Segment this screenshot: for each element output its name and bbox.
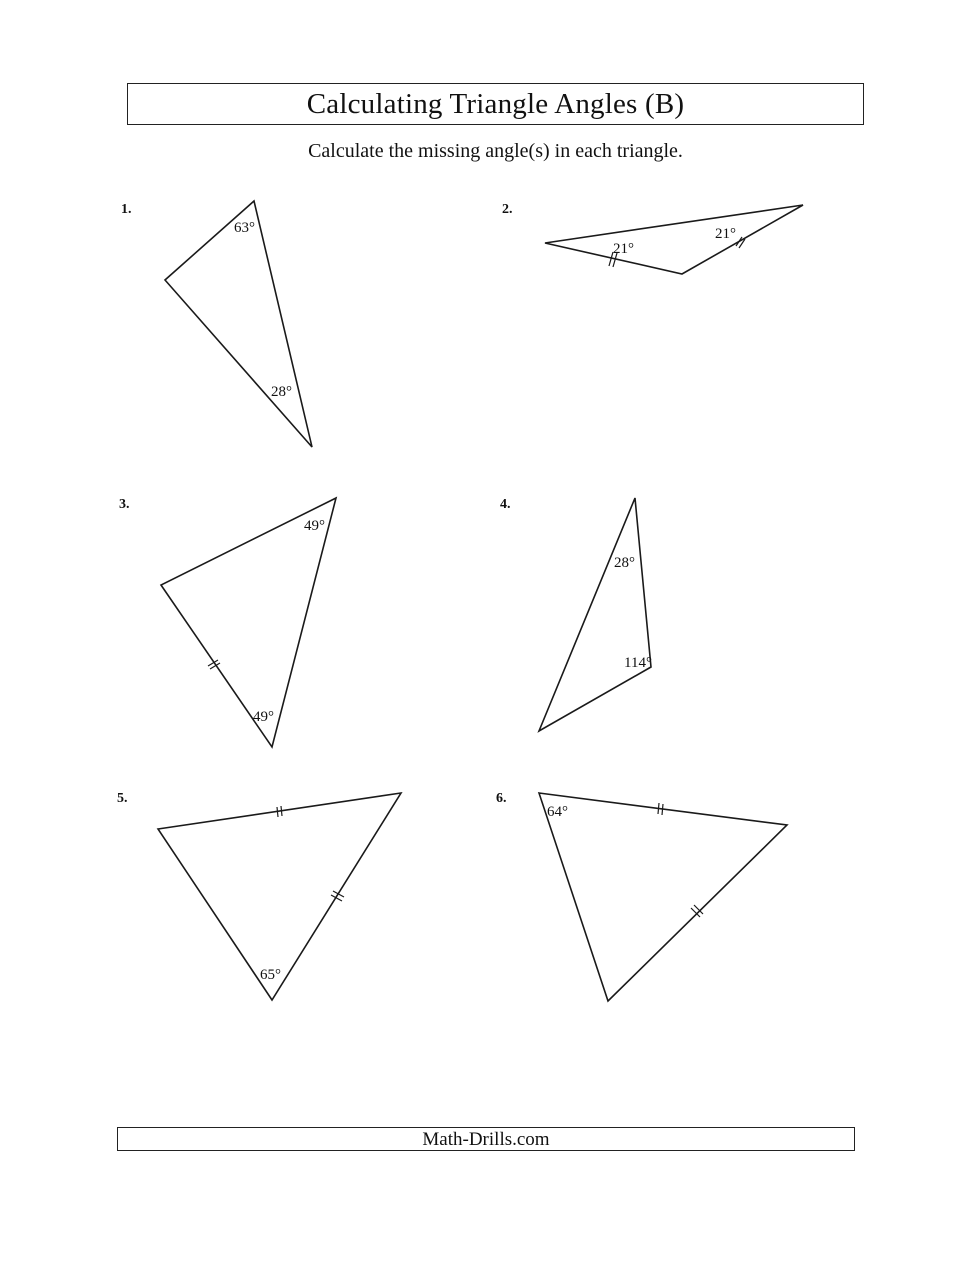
worksheet-instructions: Calculate the missing angle(s) in each triangle. (308, 140, 683, 162)
congruence-tick (281, 806, 282, 816)
problem-3 (119, 497, 336, 747)
angle-label: 49° (304, 518, 325, 534)
problem-1 (121, 201, 312, 447)
angle-label: 28° (614, 555, 635, 571)
problem-number: 1. (121, 202, 132, 217)
triangle (539, 498, 651, 731)
problem-2 (502, 202, 803, 274)
angle-label: 65° (260, 967, 281, 983)
problem-number: 4. (500, 497, 511, 512)
congruence-tick (277, 807, 278, 817)
congruence-tick (658, 803, 659, 814)
triangle (161, 498, 336, 747)
triangle (165, 201, 312, 447)
footer-box (117, 1127, 855, 1151)
problem-number: 3. (119, 497, 130, 512)
triangle (539, 793, 787, 1001)
congruence-tick (662, 804, 663, 815)
angle-label: 28° (271, 384, 292, 400)
worksheet-title: Calculating Triangle Angles (B) (306, 87, 685, 120)
problem-4 (500, 497, 652, 731)
problem-number: 6. (496, 791, 507, 806)
angle-label: 114° (624, 655, 652, 671)
triangle (545, 205, 803, 274)
angle-label: 49° (253, 709, 274, 725)
problem-number: 2. (502, 202, 513, 217)
angle-label: 21° (715, 226, 736, 242)
angle-label: 21° (613, 241, 634, 257)
problem-number: 5. (117, 791, 128, 806)
angle-label: 64° (547, 804, 568, 820)
angle-label: 63° (234, 220, 255, 236)
problem-6 (496, 791, 787, 1001)
problem-5 (117, 791, 401, 1000)
footer-site-name: Math-Drills.com (422, 1128, 550, 1150)
